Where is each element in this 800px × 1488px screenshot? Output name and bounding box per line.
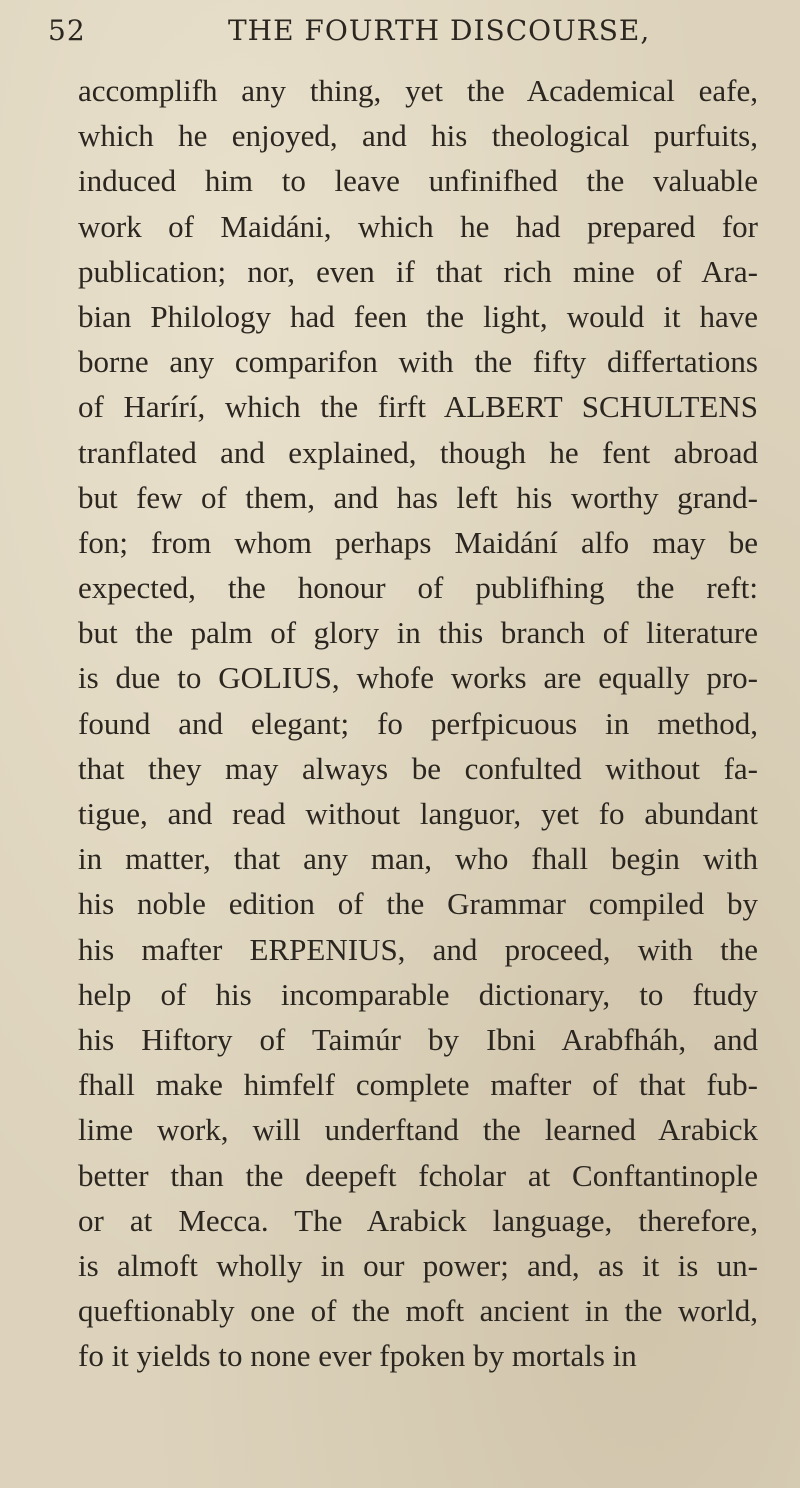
text-line: in matter, that any man, who fhall begin with [78, 841, 758, 877]
text-line: fon; from whom perhaps Maidání alfo may be [78, 524, 758, 560]
text-line: lime work, will underftand the learned Arabick [78, 1112, 758, 1148]
text-line: expected, the honour of publifhing the reft: [78, 570, 758, 606]
text-line: but the palm of glory in this branch of literature [78, 615, 758, 651]
text-line: work of Maidáni, which he had prepared for [78, 208, 758, 244]
text-line: tigue, and read without languor, yet fo abundant [78, 796, 758, 831]
page-number: 52 [48, 14, 86, 47]
text-line: bian Philology had feen the light, would it have [78, 298, 758, 334]
text-line: help of his incomparable dictionary, to ftudy [78, 976, 758, 1012]
text-line: fo it yields to none ever fpoken by mortals in [78, 1338, 637, 1374]
running-title: THE FOURTH DISCOURSE, [228, 14, 651, 47]
text-line: that they may always be confulted without fa- [78, 750, 758, 786]
text-line: queftionably one of the moft ancient in the world, [78, 1293, 758, 1329]
text-line: better than the deepeft fcholar at Conftantinople [78, 1157, 758, 1193]
text-line: fhall make himfelf complete mafter of that fub- [78, 1067, 758, 1103]
text-line: or at Mecca. The Arabick language, therefore, [78, 1202, 758, 1238]
text-line: accomplifh any thing, yet the Academical eafe, [78, 73, 758, 108]
text-line: of Harírí, which the firft ALBERT SCHULTENS [78, 389, 758, 425]
text-line: found and elegant; fo perfpicuous in method, [78, 705, 758, 741]
text-line: his Hiftory of Taimúr by Ibni Arabfháh, and [78, 1021, 758, 1057]
text-line: his noble edition of the Grammar compiled by [78, 886, 758, 922]
text-line: induced him to leave unfinifhed the valuable [78, 163, 758, 199]
text-line: borne any comparifon with the fifty differtations [78, 344, 758, 380]
text-line: tranflated and explained, though he fent abroad [78, 434, 758, 470]
text-line: his mafter ERPENIUS, and proceed, with the [78, 931, 758, 967]
text-line: which he enjoyed, and his theological purfuits, [78, 118, 758, 154]
page-header [48, 6, 740, 56]
text-line: but few of them, and has left his worthy grand- [78, 479, 758, 515]
text-line: is almoft wholly in our power; and, as it is un- [78, 1247, 758, 1283]
text-line: publication; nor, even if that rich mine of Ara- [78, 253, 758, 289]
body-text [78, 68, 758, 1378]
text-line: is due to GOLIUS, whofe works are equally pro- [78, 660, 758, 696]
